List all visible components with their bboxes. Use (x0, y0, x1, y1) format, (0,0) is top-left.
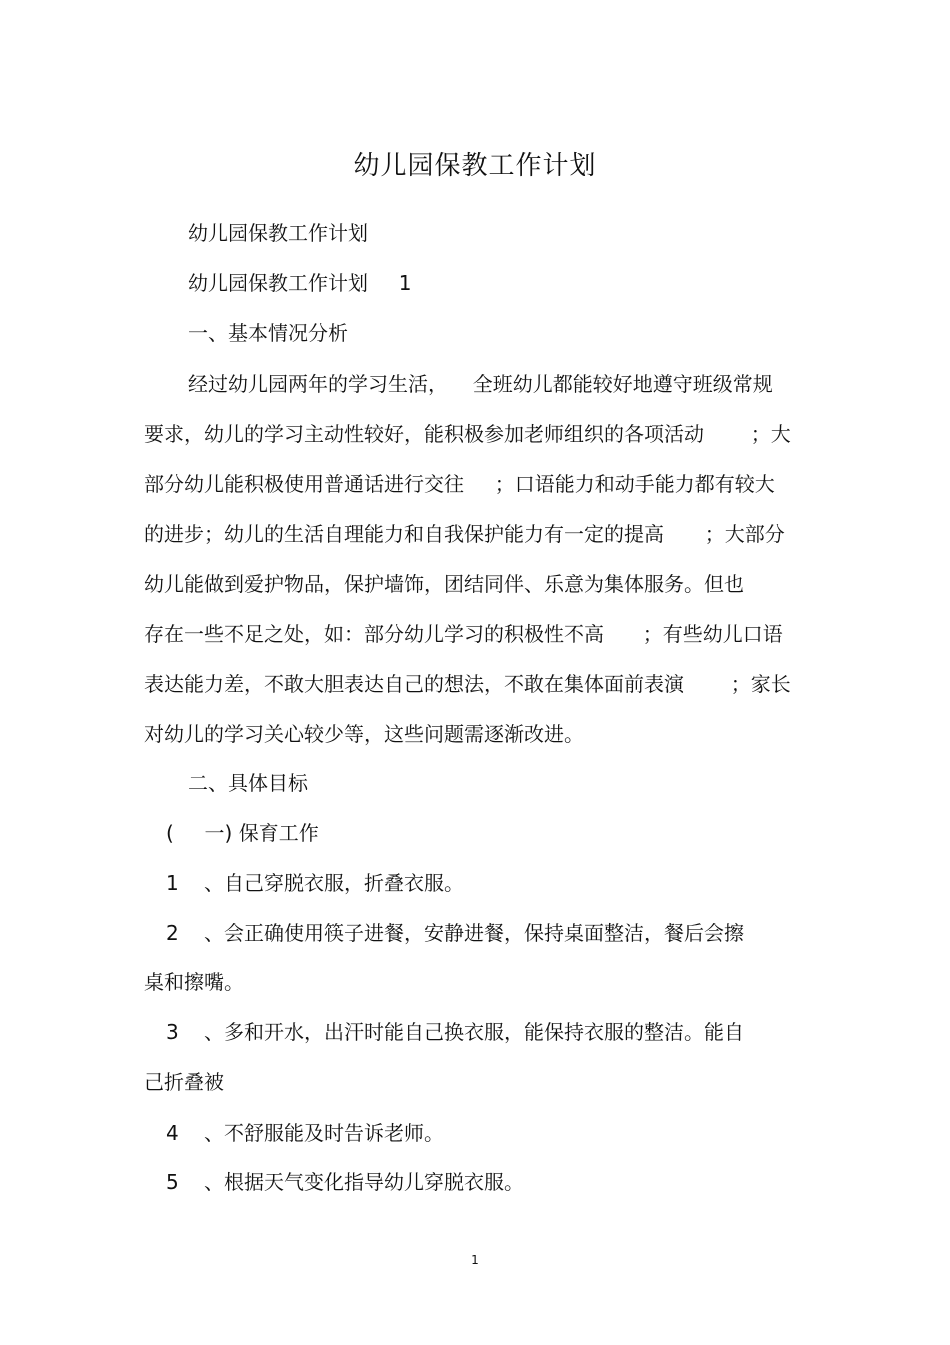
list-item-number: 2 (166, 921, 179, 945)
paragraph-text: 部分幼儿能积极使用普通话进行交往 (144, 472, 464, 496)
page-number: 1 (471, 1253, 479, 1267)
plan-heading-line (188, 268, 411, 298)
subtitle: 幼儿园保教工作计划 (188, 221, 368, 245)
paragraph-text: ；大 (750, 422, 791, 446)
subsection-heading (166, 818, 319, 848)
paragraph-line: 幼儿能做到爱护物品，保护墙饰，团结同伴、乐意为集体服务。但也 (144, 572, 744, 596)
document-title: 幼儿园保教工作计划 (353, 151, 597, 181)
paragraph-text: ；有些幼儿口语 (642, 622, 783, 646)
list-item-text: 、不舒服能及时告诉老师。 (204, 1121, 444, 1145)
paragraph-line (144, 619, 783, 649)
paragraph-text: 表达能力差，不敢大胆表达自己的想法，不敢在集体面前表演 (144, 672, 684, 696)
plan-number: 1 (398, 271, 412, 295)
list-item (166, 918, 744, 948)
subsection-label: 一) 保育工作 (204, 821, 319, 845)
list-item-number: 3 (166, 1020, 179, 1044)
section1-heading: 一、基本情况分析 (188, 321, 348, 345)
list-item (166, 1017, 744, 1047)
list-item-number: 5 (166, 1170, 179, 1194)
section2-heading: 二、具体目标 (188, 771, 308, 795)
list-item-continuation: 桌和擦嘴。 (144, 970, 244, 994)
paragraph-line (144, 519, 785, 549)
paragraph-text: 全班幼儿都能较好地遵守班级常规 (472, 372, 773, 396)
subsection-open-paren: ( (166, 821, 174, 845)
list-item-text: 、根据天气变化指导幼儿穿脱衣服。 (204, 1170, 524, 1194)
paragraph-text: ；口语能力和动手能力都有较大 (494, 472, 775, 496)
paragraph-line (188, 369, 773, 399)
paragraph-text: 存在一些不足之处，如：部分幼儿学习的积极性不高 (144, 622, 604, 646)
list-item (166, 1167, 524, 1197)
list-item (166, 1118, 444, 1148)
paragraph-text: 要求，幼儿的学习主动性较好，能积极参加老师组织的各项活动 (144, 422, 704, 446)
paragraph-text: ；家长 (730, 672, 791, 696)
paragraph-text: 经过幼儿园两年的学习生活， (188, 372, 448, 396)
list-item-number: 1 (166, 871, 179, 895)
list-item-continuation: 己折叠被 (144, 1070, 224, 1094)
paragraph-line (144, 419, 791, 449)
paragraph-line (144, 669, 791, 699)
list-item-text: 、自己穿脱衣服，折叠衣服。 (204, 871, 464, 895)
paragraph-line (144, 469, 775, 499)
list-item-number: 4 (166, 1121, 179, 1145)
list-item-text: 、多和开水，出汗时能自己换衣服，能保持衣服的整洁。能自 (204, 1020, 744, 1044)
plan-heading: 幼儿园保教工作计划 (188, 271, 368, 295)
paragraph-text: ；大部分 (704, 522, 785, 546)
list-item-text: 、会正确使用筷子进餐，安静进餐，保持桌面整洁，餐后会擦 (204, 921, 744, 945)
paragraph-text: 的进步；幼儿的生活自理能力和自我保护能力有一定的提高 (144, 522, 664, 546)
list-item (166, 868, 464, 898)
paragraph-line: 对幼儿的学习关心较少等，这些问题需逐渐改进。 (144, 722, 584, 746)
